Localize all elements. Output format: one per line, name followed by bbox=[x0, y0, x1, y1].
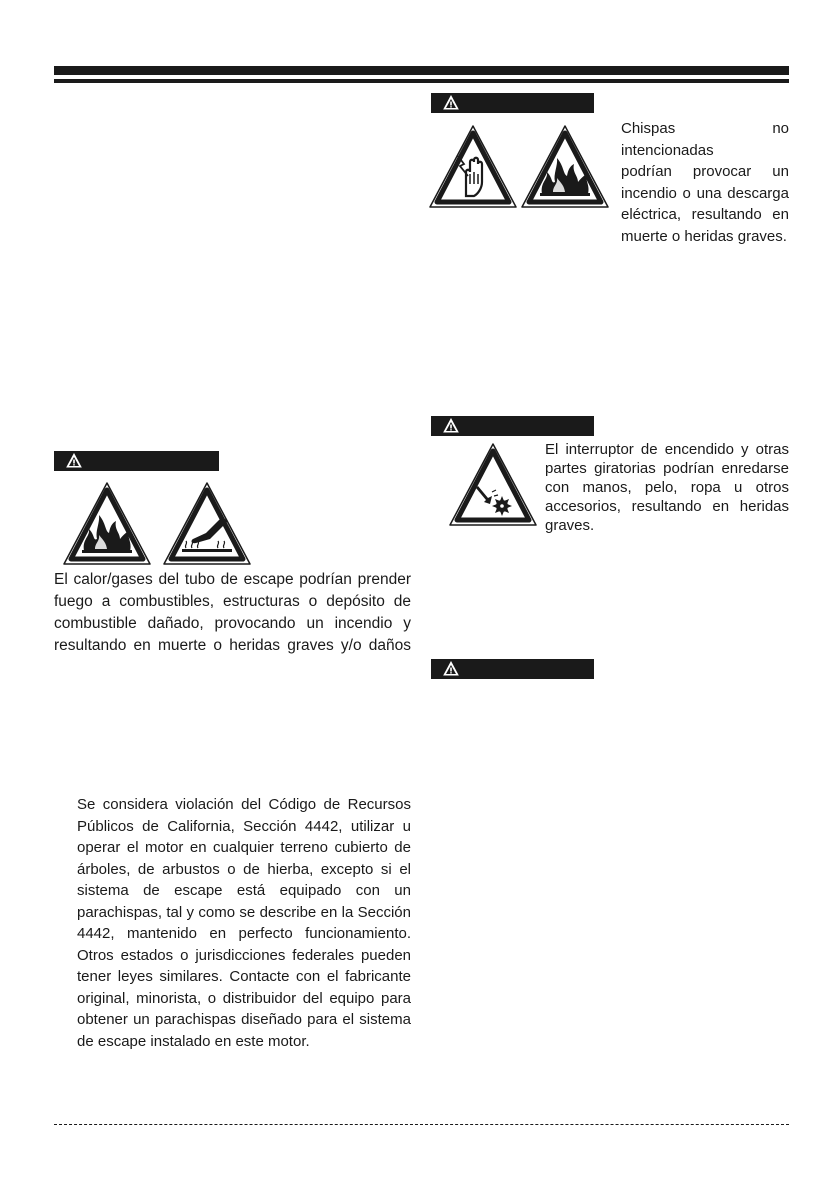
warning-triangle-icon bbox=[443, 95, 459, 110]
hot-surface-icon bbox=[162, 479, 252, 567]
california-code-paragraph bbox=[77, 794, 411, 1052]
text-line: árboles, de arbustos o de hierba, excepto si el bbox=[77, 860, 411, 878]
text-line: El interruptor de encendido y otras bbox=[545, 441, 789, 458]
warning-header-bar bbox=[54, 451, 219, 471]
text-line: fuego a combustibles, estructuras o depósito de bbox=[54, 593, 411, 610]
warning-header-bar bbox=[431, 416, 594, 436]
text-line: podrían provocar un bbox=[621, 163, 789, 180]
text-line: 4442, mantenido en perfecto funcionamiento. bbox=[77, 925, 411, 942]
text-line: accesorios, resultando en heridas bbox=[545, 498, 789, 515]
fire-icon bbox=[520, 122, 610, 210]
text-line: eléctrica, resultando en bbox=[621, 206, 789, 223]
text-line: Públicos de California, Sección 4442, utilizar u bbox=[77, 817, 411, 835]
text-line: graves. bbox=[545, 517, 595, 534]
text-line: de escape instalado en este motor. bbox=[77, 1032, 310, 1050]
electric-shock-icon bbox=[428, 122, 518, 210]
rotating-warning-text bbox=[545, 440, 789, 535]
text-line: tener leyes similares. Contacte con el fabricante bbox=[77, 968, 411, 985]
warning-triangle-icon bbox=[66, 453, 82, 468]
text-line: original, minorista, o distribuidor del equipo para bbox=[77, 989, 411, 1007]
text-line: sistema de escape está equipado con un bbox=[77, 882, 411, 899]
text-line: partes giratorias podrían enredarse bbox=[545, 460, 789, 477]
text-line: incendio o una descarga bbox=[621, 184, 789, 202]
text-line: obtener un parachispas diseñado para el sistema bbox=[77, 1011, 411, 1028]
text-line: El calor/gases del tubo de escape podrían prender bbox=[54, 571, 411, 588]
text-line: parachispas, tal y como se describe en la Sección bbox=[77, 903, 411, 921]
text-line: resultando en muerte o heridas graves y/o daños bbox=[54, 637, 411, 654]
fire-icon bbox=[62, 479, 152, 567]
footer-dashed-line bbox=[54, 1124, 789, 1125]
exhaust-warning-text bbox=[54, 569, 411, 657]
text-line: combustible dañado, provocando un incendio y bbox=[54, 615, 411, 632]
text-line: muerte o heridas graves. bbox=[621, 227, 787, 245]
warning-triangle-icon bbox=[443, 418, 459, 433]
text-line: Chispas no intencionadas bbox=[621, 120, 789, 159]
text-line: con manos, pelo, ropa u otros bbox=[545, 479, 789, 496]
text-line: operar el motor en cualquier terreno cubierto de bbox=[77, 839, 411, 856]
warning-triangle-icon bbox=[443, 661, 459, 676]
text-line: Se considera violación del Código de Recursos bbox=[77, 796, 411, 813]
sparks-warning-text bbox=[621, 118, 789, 247]
warning-header-bar bbox=[431, 93, 594, 113]
rotating-parts-icon bbox=[448, 440, 538, 528]
warning-header-bar bbox=[431, 659, 594, 679]
top-header-bar bbox=[54, 66, 789, 83]
text-line: Otros estados o jurisdicciones federales pueden bbox=[77, 946, 411, 964]
